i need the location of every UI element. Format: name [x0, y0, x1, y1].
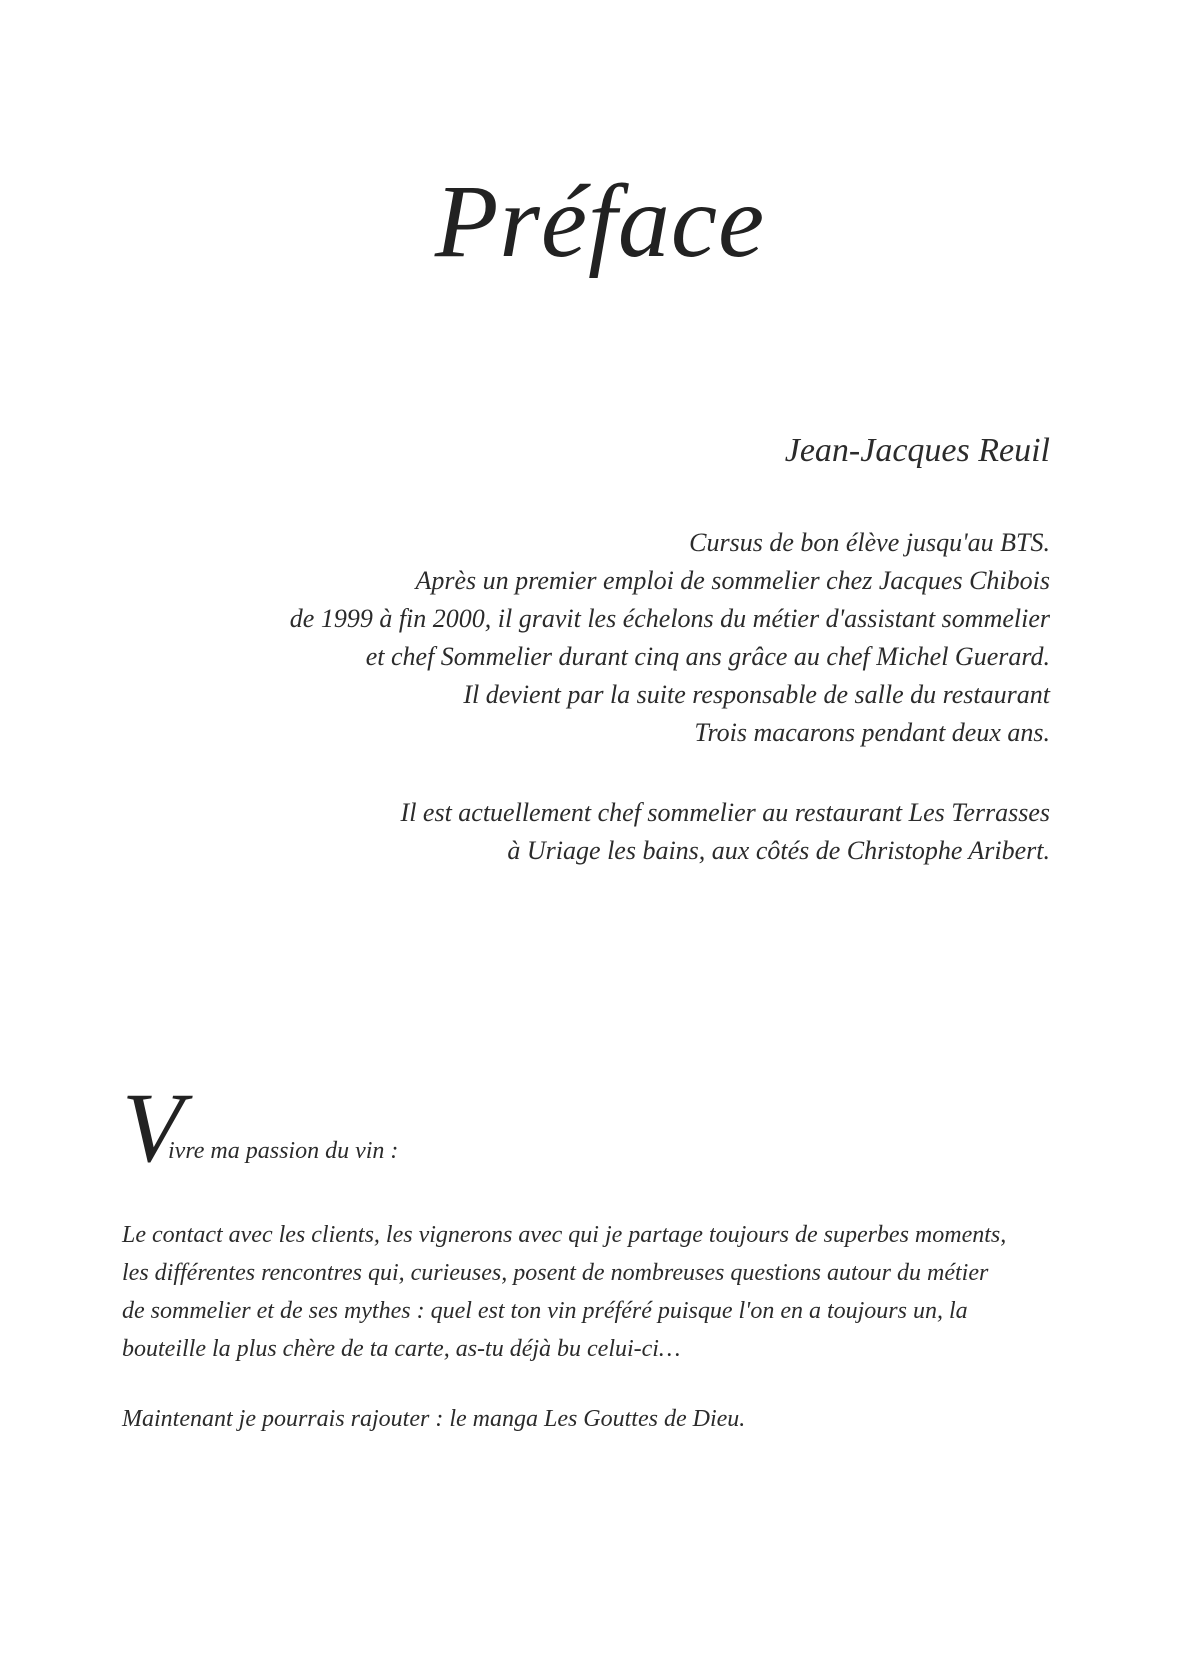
paragraph-line: bouteille la plus chère de ta carte, as-tu déjà bu celui-ci… [122, 1336, 681, 1362]
bio-current-line: à Uriage les bains, aux côtés de Christophe Aribert. [507, 836, 1050, 865]
bio-line: de 1999 à fin 2000, il gravit les échelons du métier d'assistant sommelier [289, 604, 1050, 633]
bio-line: Cursus de bon élève jusqu'au BTS. [689, 528, 1050, 557]
bio-line: Trois macarons pendant deux ans. [694, 718, 1050, 747]
section-heading [122, 1072, 1022, 1188]
bio-line: Après un premier emploi de sommelier chez Jacques Chibois [415, 566, 1050, 595]
closing-sentence: Maintenant je pourrais rajouter : le manga Les Gouttes de Dieu. [122, 1406, 746, 1432]
bio-line: Il devient par la suite responsable de salle du restaurant [463, 680, 1050, 709]
section-heading-text: ivre ma passion du vin : [168, 1138, 399, 1164]
author-biography [150, 524, 1050, 870]
author-name: Jean-Jacques Reuil [784, 432, 1050, 469]
paragraph-line: les différentes rencontres qui, curieuses, posent de nombreuses questions autour du métier [122, 1260, 989, 1286]
paragraph-line: de sommelier et de ses mythes : quel est ton vin préféré puisque l'on en a toujours un, la [122, 1298, 968, 1324]
drop-cap-letter: V [122, 1072, 184, 1183]
paragraph-line: Le contact avec les clients, les vignerons avec qui je partage toujours de superbes moments, [122, 1222, 1007, 1248]
bio-line: et chef Sommelier durant cinq ans grâce au chef Michel Guerard. [365, 642, 1050, 671]
paragraph-gap [150, 752, 1050, 794]
section-paragraph [122, 1216, 1050, 1368]
page-title: Préface [434, 164, 766, 279]
bio-current-line: Il est actuellement chef sommelier au restaurant Les Terrasses [400, 798, 1050, 827]
